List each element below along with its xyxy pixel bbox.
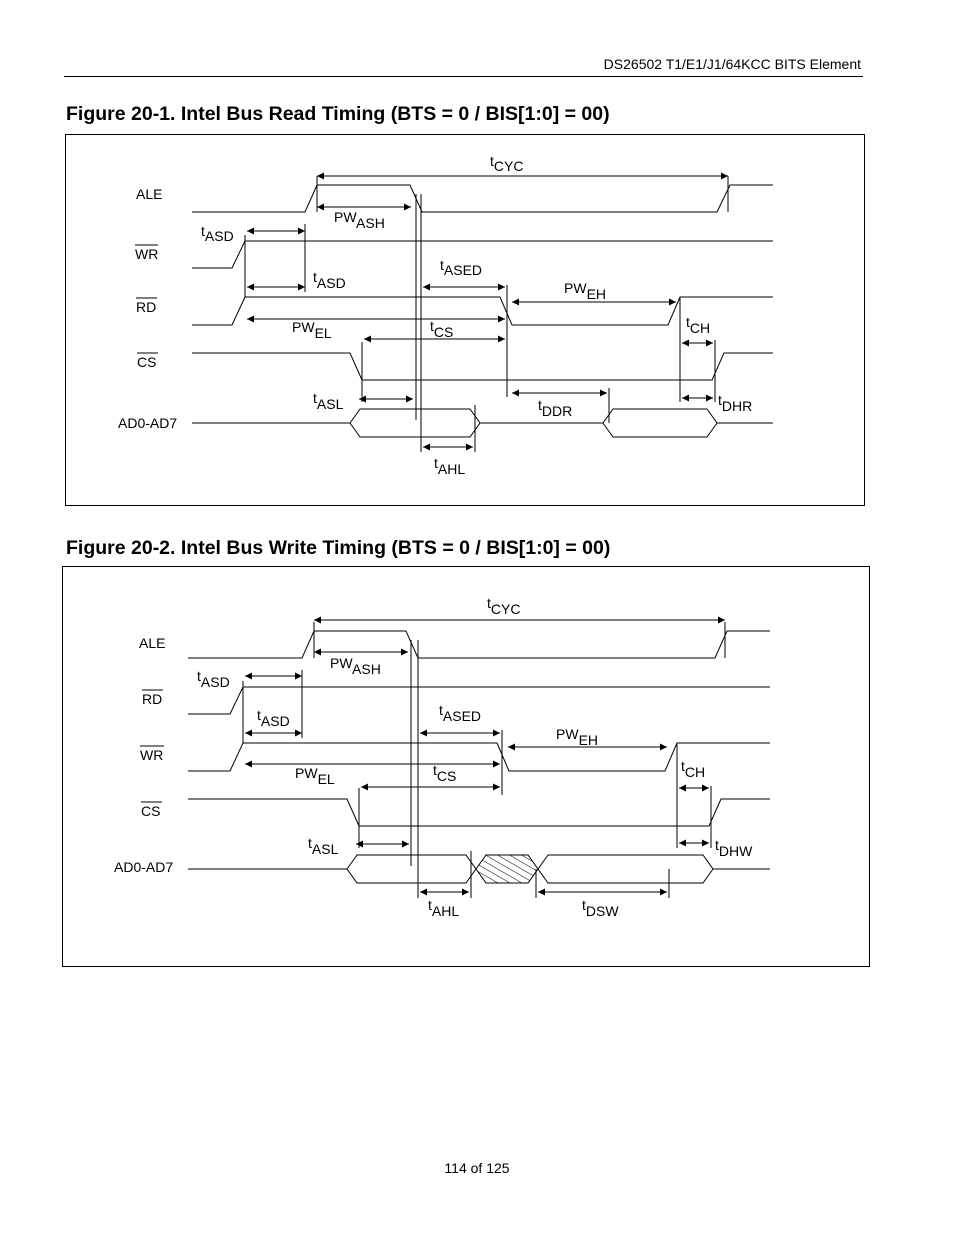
fig1-ale-waveform	[192, 185, 773, 212]
fig2-label-pwel: PWEL	[295, 765, 335, 787]
page-number: 114 of 125	[444, 1160, 510, 1176]
fig2-label-tcs: tCS	[433, 762, 457, 784]
fig1-label-pweh: PWEH	[564, 280, 607, 302]
fig2-ale-waveform	[188, 631, 770, 658]
fig1-signal-ale: ALE	[136, 186, 163, 202]
fig2-label-tasl: tASL	[308, 835, 339, 857]
fig2-signal-rd: RD	[142, 691, 163, 707]
fig2-label-tdsw: tDSW	[582, 897, 619, 919]
document-header: DS26502 T1/E1/J1/64KCC BITS Element	[603, 56, 861, 72]
fig1-label-tcyc: tCYC	[490, 153, 524, 174]
fig2-label-tcyc: tCYC	[487, 595, 521, 617]
fig1-label-tasd1: tASD	[201, 223, 234, 244]
fig2-label-tdhw: tDHW	[715, 837, 753, 859]
fig1-signal-ad: AD0-AD7	[118, 415, 178, 431]
fig2-signal-cs: CS	[141, 803, 161, 819]
fig1-label-pwel: PWEL	[292, 319, 332, 341]
fig2-signal-ale: ALE	[139, 635, 166, 651]
fig2-cs-waveform	[188, 799, 770, 826]
fig1-label-tdhr: tDHR	[718, 392, 753, 414]
fig1-label-tahl: tAHL	[434, 455, 466, 477]
fig1-label-tasl: tASL	[313, 390, 344, 412]
fig2-label-pwash: PWASH	[330, 655, 381, 677]
fig1-label-tcs: tCS	[430, 318, 454, 340]
fig2-label-tahl: tAHL	[428, 897, 460, 919]
fig1-ad-bus	[192, 409, 773, 437]
fig2-signal-ad: AD0-AD7	[114, 859, 174, 875]
fig1-wr-waveform	[192, 241, 773, 268]
fig1-label-tddr: tDDR	[538, 397, 573, 419]
fig2-label-tch: tCH	[681, 758, 706, 780]
figure2-title: Figure 20-2. Intel Bus Write Timing (BTS = 0 / BIS[1:0] = 00)	[66, 537, 611, 559]
fig1-signal-wr: WR	[135, 246, 159, 262]
fig1-label-tch: tCH	[686, 314, 711, 336]
fig2-label-tasd1: tASD	[197, 668, 230, 690]
fig1-signal-cs: CS	[137, 354, 157, 370]
fig2-label-pweh: PWEH	[556, 726, 599, 748]
fig1-cs-waveform	[192, 353, 773, 380]
fig2-label-tased: tASED	[439, 702, 482, 724]
fig2-signal-wr: WR	[140, 747, 164, 763]
fig2-ad-invalid-data	[476, 855, 538, 883]
fig1-label-pwash: PWASH	[334, 209, 385, 231]
fig1-label-tased: tASED	[440, 257, 483, 278]
fig2-ad-bus	[188, 855, 770, 883]
fig1-signal-rd: RD	[136, 299, 157, 315]
figure1-title: Figure 20-1. Intel Bus Read Timing (BTS = 0 / BIS[1:0] = 00)	[66, 103, 610, 125]
fig2-label-tasd2: tASD	[257, 707, 290, 729]
fig1-label-tasd2: tASD	[313, 269, 346, 291]
